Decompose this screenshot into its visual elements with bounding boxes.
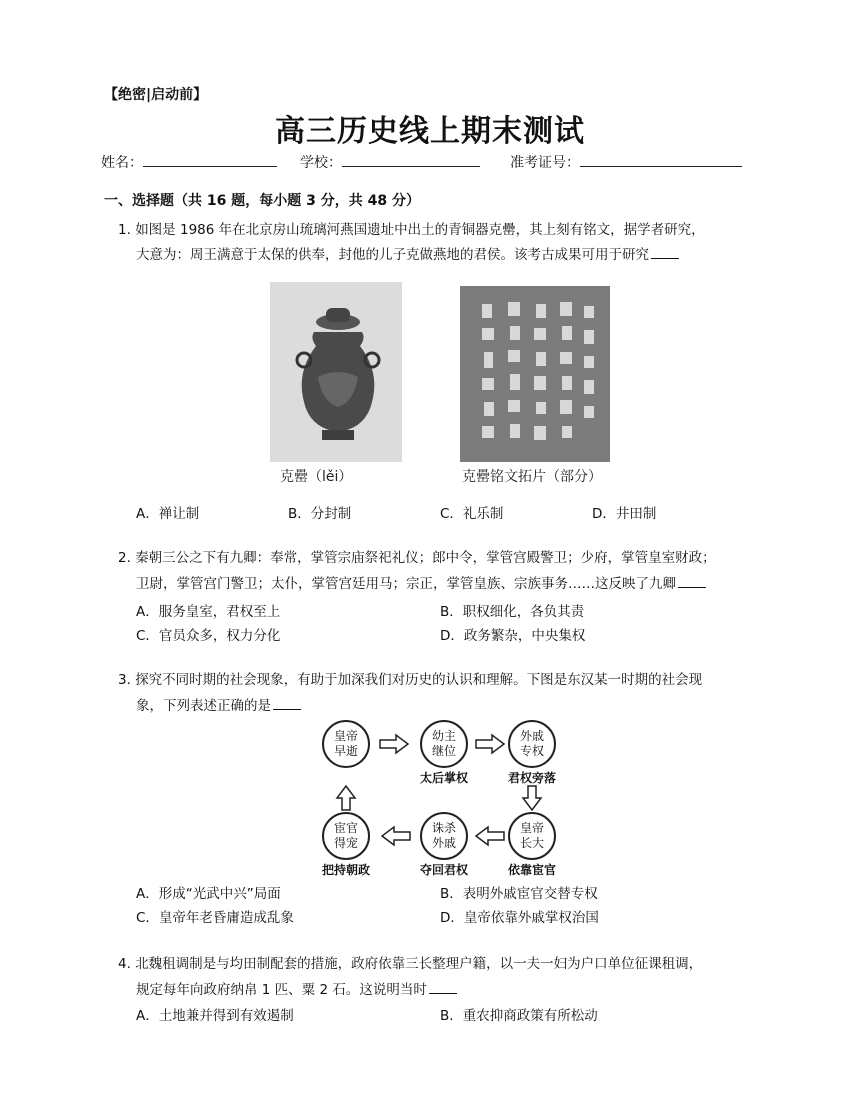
question-text-line2: 大意为：周王满意于太保的供奉，封他的儿子克做燕地的君侯。该考古成果可用于研究: [136, 247, 649, 263]
exam-number-underline: [580, 152, 742, 167]
question-4: [118, 952, 702, 976]
arrow-down: [523, 786, 541, 810]
question-3-line2: [136, 694, 301, 718]
name-field: [101, 152, 277, 172]
option-c[interactable]: C．官员众多，权力分化: [136, 628, 281, 644]
question-text-line2: 卫尉，掌管宫门警卫；太仆，掌管宫廷用马；宗正，掌管皇族、宗族事务……这反映了九卿: [136, 576, 676, 592]
school-underline: [342, 152, 480, 167]
question-text-line1: 秦朝三公之下有九卿：奉常，掌管宗庙祭祀礼仪；郎中令，掌管宫殿警卫；少府，掌管皇室财政；: [135, 550, 716, 566]
arrow-left-2: [382, 827, 410, 845]
bronze-vessel-image: [270, 282, 402, 462]
c3-line1: 外戚: [519, 729, 545, 743]
answer-blank: [678, 575, 706, 588]
question-number: 1.: [118, 222, 131, 238]
option-b[interactable]: B．重农抑商政策有所松动: [440, 1008, 598, 1024]
question-text-line1: 探究不同时期的社会现象，有助于加深我们对历史的认识和理解。下图是东汉某一时期的社会现: [135, 672, 703, 688]
school-label: 学校：: [300, 155, 342, 171]
vessel-caption: 克罍（lěi）: [280, 469, 353, 485]
question-number: 4.: [118, 956, 131, 972]
rubbing-illustration: [460, 286, 610, 462]
label-control-court: 把持朝政: [321, 863, 371, 877]
school-field: [300, 152, 480, 172]
option-c[interactable]: C．皇帝年老昏庸造成乱象: [136, 910, 294, 926]
c5-line2: 外戚: [431, 836, 457, 850]
question-1: [118, 218, 705, 242]
arrow-left-1: [476, 827, 504, 845]
question-text-line2: 规定每年向政府纳帛 1 匹、粟 2 石。这说明当时: [136, 982, 427, 998]
c2-line1: 幼主: [431, 729, 457, 743]
option-a[interactable]: A．土地兼并得到有效遏制: [136, 1008, 294, 1024]
option-d[interactable]: D．政务繁杂，中央集权: [440, 628, 586, 644]
arrow-right-2: [476, 735, 504, 753]
vessel-illustration: [270, 282, 402, 462]
exam-number-field: [510, 152, 742, 172]
c3-line2: 专权: [519, 744, 545, 758]
c5-line1: 诛杀: [431, 821, 457, 835]
c2-line2: 继位: [431, 744, 457, 758]
label-power-lost: 君权旁落: [507, 771, 557, 785]
answer-blank: [273, 697, 301, 710]
c6-line1: 宦官: [333, 821, 359, 835]
question-text-line1: 北魏租调制是与均田制配套的措施，政府依靠三长整理户籍，以一夫一妇为户口单位征课租调，: [135, 956, 703, 972]
cycle-diagram: [310, 716, 580, 880]
option-a[interactable]: A．服务皇室，君权至上: [136, 604, 281, 620]
name-underline: [143, 152, 277, 167]
exam-number-label: 准考证号：: [510, 155, 580, 171]
name-label: 姓名：: [101, 155, 143, 171]
inscription-rubbing-image: [460, 286, 610, 462]
option-b[interactable]: B．职权细化，各负其责: [440, 604, 585, 620]
arrow-up: [337, 786, 355, 810]
question-3: [118, 668, 702, 692]
question-2-line2: [136, 572, 706, 596]
option-b[interactable]: B．表明外戚宦官交替专权: [440, 886, 598, 902]
question-text-line1: 如图是 1986 年在北京房山琉璃河燕国遗址中出土的青铜器克罍，其上刻有铭文，据学者研究，: [135, 222, 705, 238]
option-c[interactable]: C．礼乐制: [440, 506, 504, 522]
option-d[interactable]: D．井田制: [592, 506, 657, 522]
question-4-line2: [136, 978, 457, 1002]
c1-line1: 皇帝: [333, 729, 359, 743]
rubbing-caption: 克罍铭文拓片（部分）: [462, 469, 602, 485]
confidential-label: 【绝密|启动前】: [104, 87, 208, 103]
question-number: 2.: [118, 550, 131, 566]
c4-line2: 长大: [519, 836, 545, 850]
option-a[interactable]: A．禅让制: [136, 506, 200, 522]
option-a[interactable]: A．形成“光武中兴”局面: [136, 886, 281, 902]
c4-line1: 皇帝: [519, 821, 545, 835]
label-rely-eunuchs: 依靠宦官: [507, 863, 557, 877]
option-d[interactable]: D．皇帝依靠外戚掌权治国: [440, 910, 599, 926]
arrow-right-1: [380, 735, 408, 753]
question-1-line2: [136, 243, 679, 267]
label-empress-dowager: 太后掌权: [419, 771, 469, 785]
c6-line2: 得宠: [333, 836, 359, 850]
c1-line2: 早逝: [333, 744, 359, 758]
option-b[interactable]: B．分封制: [288, 506, 352, 522]
question-text-line2: 象，下列表述正确的是: [136, 698, 271, 714]
label-regain-power: 夺回君权: [419, 863, 469, 877]
question-2: [118, 546, 716, 570]
page-title: 高三历史线上期末测试: [275, 114, 585, 149]
question-number: 3.: [118, 672, 131, 688]
section-title: 一、选择题（共 16 题，每小题 3 分，共 48 分）: [104, 193, 420, 209]
answer-blank: [429, 981, 457, 994]
answer-blank: [651, 246, 679, 259]
